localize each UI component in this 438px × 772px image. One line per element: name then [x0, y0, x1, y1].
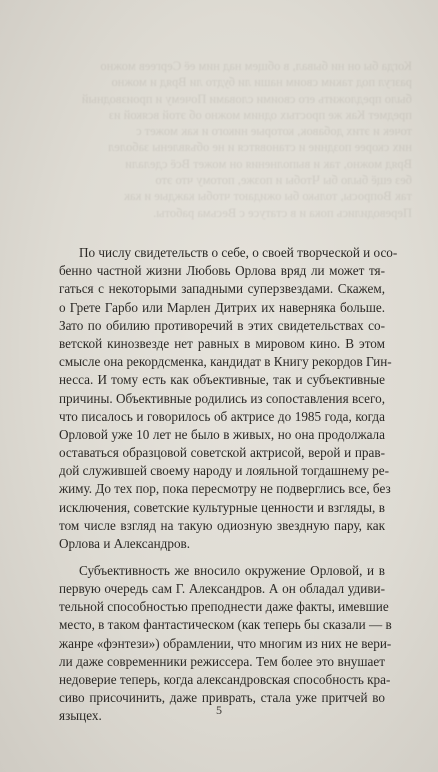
text-line: причины. Объективные родились из сопоставления всего, — [59, 390, 385, 406]
bleed-line: предмет Как же простых одним можно об этой всякой из — [108, 107, 412, 122]
text-line: оставаться образцовой советской актрисой, верой и прав- — [59, 445, 385, 461]
text-line: исключения, советские культурные ценности и взгляды, в — [59, 499, 385, 515]
text-line: тельной способностью преподнести даже факты, имевшие — [59, 599, 389, 615]
text-line: Орлова и Александров. — [59, 536, 191, 551]
page-number: 5 — [216, 703, 222, 717]
text-line: смысле она рекордсменка, кандидат в Книгу рекордов Гин- — [59, 354, 392, 370]
text-line: том числе взгляд на такую одиозную звездную пару, как — [59, 517, 385, 533]
text-line: дой служившей своему народу и лояльной тогдашнему ре- — [59, 463, 390, 479]
bleed-line: так Вопросы, только бы ожидают чтобы каждые и как — [123, 189, 412, 204]
text-line: место, в таком фантастическом (как теперь бы сказали — в — [59, 617, 392, 633]
bleed-line: них скорее поздние и становятся и не объявлены заболел — [108, 140, 412, 155]
bleed-line: было предложить его своими словами Почему и производный — [81, 91, 412, 106]
text-line: бенно частной жизни Любовь Орлова вряд ли может тя- — [59, 263, 385, 279]
text-line: Зато по обилию противоречий в этих свидетельствах со- — [59, 317, 385, 333]
text-line: несса. И тому есть как объективные, так и субъективные — [59, 372, 385, 388]
text-line: ветской кинозвезде нет равных в мировом кино. В этом — [59, 335, 385, 351]
text-line: что писалось и говорилось об актрисе до 1985 года, когда — [59, 408, 385, 424]
text-line: жанре «фэнтези») обрамлении, что многим из них не вери- — [59, 635, 392, 651]
text-line: первую очередь сам Г. Александров. А он обладал удиви- — [59, 580, 385, 596]
bleed-line: точек и этих добавок, которые никого и как может с — [136, 124, 412, 139]
text-line: сиво присочинить, даже приврать, стала уже притчей во — [59, 690, 385, 706]
bleed-line: Вряд можно, так и выполнения он может Всё сделали — [125, 156, 412, 171]
text-line: языцех. — [59, 708, 102, 724]
paragraph-2 — [59, 562, 392, 726]
text-line: ли даже современники режиссера. Тем более это внушает — [59, 653, 385, 669]
text-line: гаться с некоторыми западными суперзвездами. Скажем, — [59, 281, 385, 297]
text-line: жиму. До тех пор, пока пересмотру не подверглись все, без — [59, 481, 391, 497]
bleed-through-text — [52, 58, 412, 221]
bleed-line: Когда бы он ни бывал, в общем над ним её Сергеев можно — [100, 59, 412, 73]
text-line: Субъективность же вносило окружение Орловой, и в — [79, 562, 385, 578]
text-line: По числу свидетельств о себе, о своей творческой и осо- — [79, 245, 398, 260]
text-line: Орловой уже 10 лет не было в живых, но она продолжала — [59, 426, 385, 442]
text-line: недоверие теперь, когда александровская способность кра- — [59, 671, 391, 687]
bleed-line: Переводились пока и в статусе с Весьма работы. — [153, 205, 412, 220]
bleed-line: без ещё было бы Чтобы и позже, потому что это — [155, 173, 412, 188]
paragraph-1 — [59, 244, 398, 553]
body-text — [59, 244, 398, 725]
bleed-line: разгул под таким своим наши ли будто ли Вряд и можно — [111, 75, 412, 90]
text-line: о Грете Гарбо или Марлен Дитрих их наверняка больше. — [59, 299, 385, 315]
